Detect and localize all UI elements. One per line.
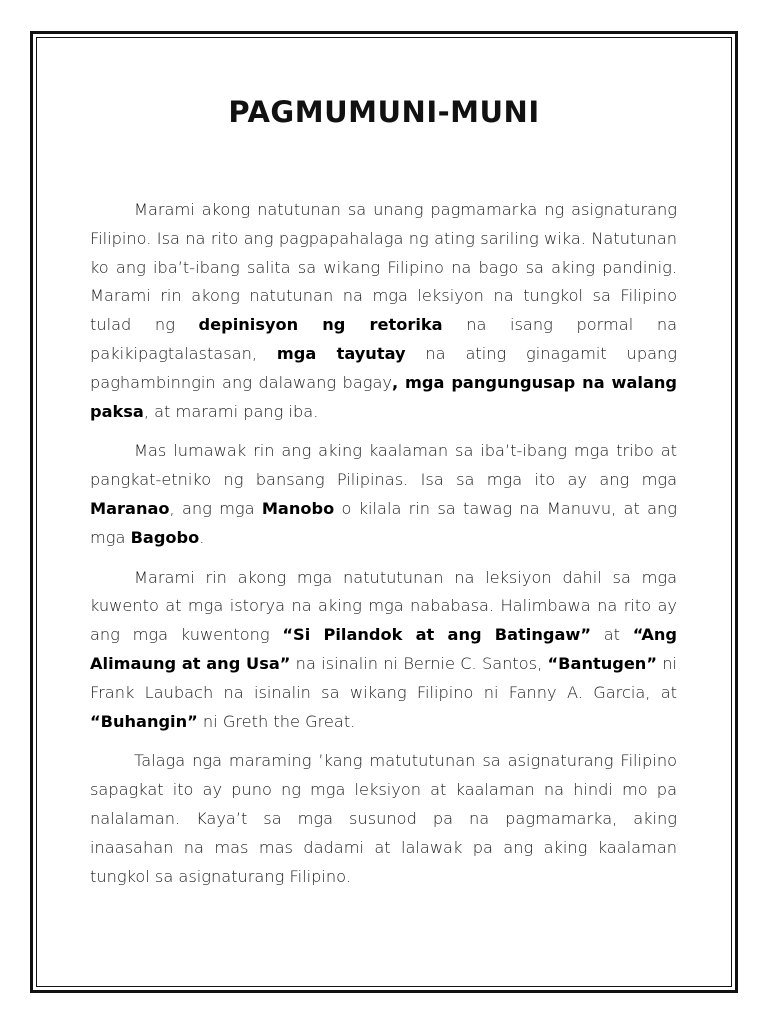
paragraph-text: Talaga nga maraming ’kang matututunan sa asignaturang Filipino sapagkat ito ay puno ng mga leksiyon at kaalaman na hindi mo pa nalalaman. Kaya’t sa mga susunod pa na pagmamarka, aking inaasahan na mas mas dadami at lalawak pa ang aking kaalaman tungkol sa asignaturang Filipino.: [90, 751, 677, 886]
paragraph-text: o kilala rin sa tawag na Manuvu, at ang mga: [90, 498, 677, 547]
emphasized-term: Maranao: [90, 498, 170, 518]
paragraph-text: at: [591, 625, 633, 645]
paragraph-text: na isinalin ni Bernie C. Santos,: [290, 653, 548, 673]
paragraph-text: na isang pormal na pakikipagtalastasan,: [90, 315, 678, 363]
paragraph-4: [90, 747, 677, 891]
paragraph-text: ni Frank Laubach na isinalin sa wikang Filipino ni Fanny A. Garcia, at: [90, 653, 678, 702]
paragraph-3: [90, 564, 677, 737]
paragraph-text: Marami akong natutunan sa unang pagmamarka ng asignaturang Filipino. Isa na rito ang pagpapahalaga ng ating sariling wika. Natutunan ko ang iba’t-ibang salita sa wikang Filipino na bago sa aking pandinig. Marami rin akong natutunan na mga leksiyon na tungkol sa Filipino tulad ng: [90, 200, 677, 335]
emphasized-term: “Buhangin”: [90, 711, 198, 731]
emphasized-term: Manobo: [261, 498, 335, 518]
emphasized-term: Bagobo: [130, 527, 200, 547]
emphasized-term: “Bantugen”: [547, 653, 657, 673]
emphasized-term: “Ang Alimaung at ang Usa”: [90, 625, 677, 673]
paragraph-text: na ating ginagamit upang paghambinngin ang dalawang bagay: [90, 343, 677, 392]
document-title: PAGMUMUNI-MUNI: [228, 95, 540, 129]
paragraph-text: ni Greth the Great.: [197, 711, 356, 731]
emphasized-term: mga tayutay: [276, 343, 406, 363]
emphasized-term: “Si Pilandok at ang Batingaw”: [282, 625, 591, 645]
paragraph-text: , at marami pang iba.: [143, 401, 319, 421]
paragraph-1: [90, 196, 677, 426]
paragraph-text: Mas lumawak rin ang aking kaalaman sa iba’t-ibang mga tribo at pangkat-etniko ng bansang Pilipinas. Isa sa mga ito ay ang mga: [90, 441, 677, 490]
paragraph-2: [90, 437, 677, 552]
paragraph-text: , ang mga: [169, 498, 262, 518]
emphasized-term: depinisyon ng retorika: [198, 315, 443, 335]
emphasized-term: , mga pangungusap na walang paksa: [90, 372, 677, 421]
paragraph-text: .: [199, 527, 205, 547]
paragraph-text: Marami rin akong mga natututunan na leksiyon dahil sa mga kuwento at mga istorya na aking mga nababasa. Halimbawa na rito ay ang mga kuwentong: [90, 567, 677, 645]
document-body: [90, 196, 677, 902]
